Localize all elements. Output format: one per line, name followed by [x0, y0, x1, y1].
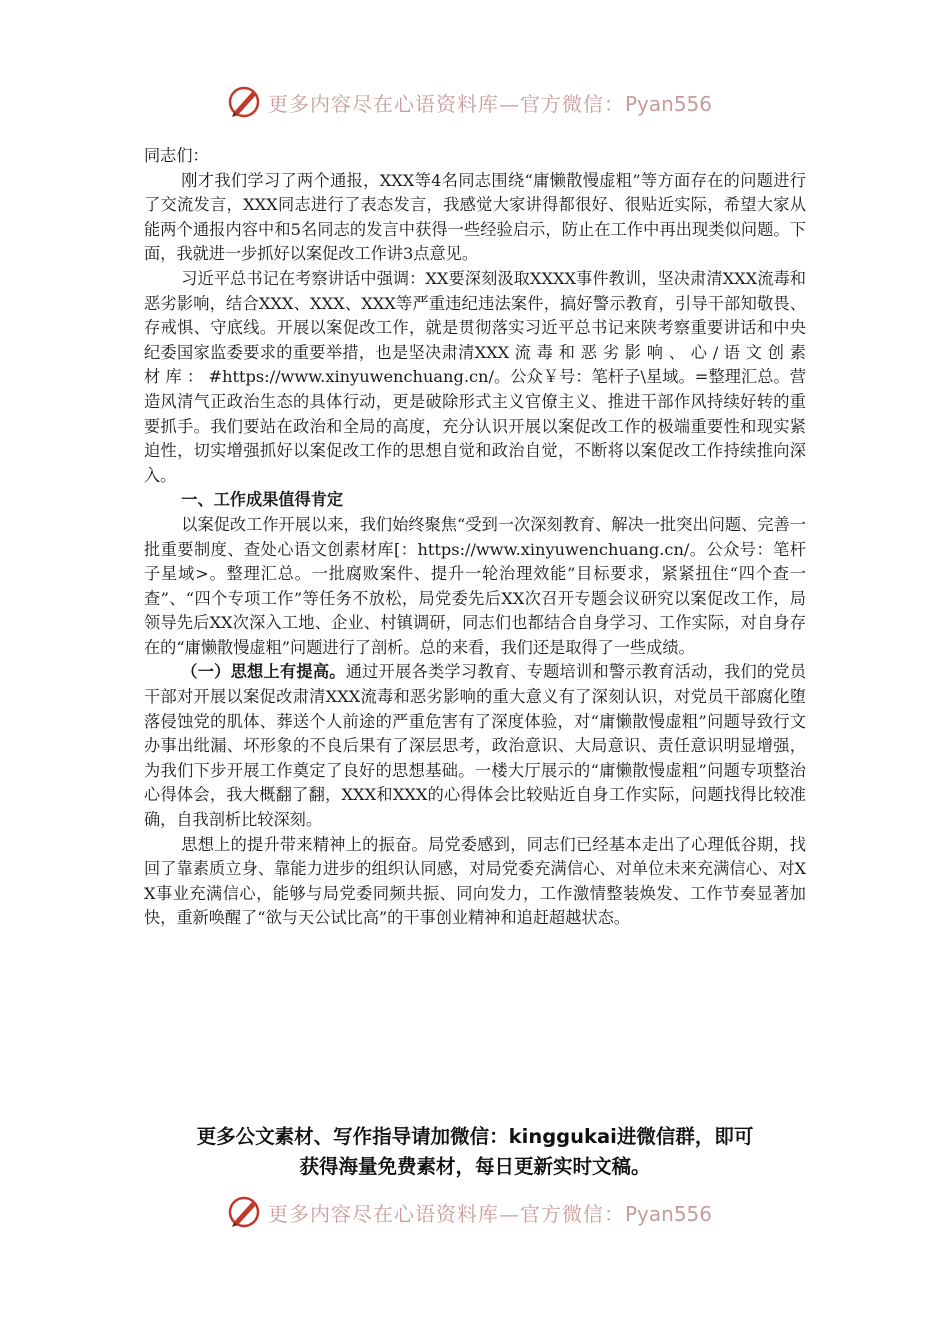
header-wechat-id: Pyan556 — [625, 91, 713, 116]
subsection-1 — [144, 660, 806, 832]
footer-banner-text: 更多内容尽在心语资料库—官方微信：Pyan556 — [268, 1201, 713, 1226]
closing-paragraph: 思想上的提升带来精神上的振奋。局党委感到，同志们已经基本走出了心理低谷期，找回了靠素质立身、靠能力进步的组织认同感，对局党委充满信心、对单位未来充满信心、对XX事业充满信心，能够与局党委同频共振、同向发力，工作激情整装焕发、工作节奏显著加快，重新唤醒了“欲与天公试比高”的干事创业精神和追赶超越状态。 — [144, 834, 806, 928]
header-banner — [226, 80, 746, 124]
header-banner-text: 更多内容尽在心语资料库—官方微信：Pyan556 — [268, 91, 713, 116]
promo-line-1: 更多公文素材、写作指导请加微信：kinggukai进微信群，即可 — [196, 1125, 754, 1148]
subsection-1-text: 通过开展各类学习教育、专题培训和警示教育活动，我们的党员干部对开展以案促改肃清XXX流毒和恶劣影响的重大意义有了深刻认识，对党员干部腐化堕落侵蚀党的肌体、葬送个人前途的严重危害有了深度体验，对“庸懒散慢虚粗”问题导致行文办事出纰漏、坏形象的不良后果有了深层思考，政治意识、大局意识、责任意识明显增强，为我们下步开展工作奠定了良好的思想基础。一楼大厅展示的“庸懒散慢虚粗”问题专项整治心得体会，我大概翻了翻，XXX和XXX的心得体会比较贴近自身工作实际，问题找得比较准确，自我剖析比较深刻。 — [144, 662, 807, 830]
footer-banner — [226, 1190, 746, 1234]
paragraph-2: 习近平总书记在考察讲话中强调：XX要深刻汲取XXXX事件教训，坚决肃清XXX流毒和恶劣影响，结合XXX、XXX、XXX等严重违纪违法案件，搞好警示教育，引导干部知敬畏、存戒惧、守底线。开展以案促改工作，就是贯彻落实习近平总书记来陕考察重要讲话和中央纪委国家监委要求的重要举措，也是坚决肃清XXX 流 毒 和 恶 劣 影 响 、 心 / 语 文 创 素 材 库 ： #https://www.xinyuwenchuang.cn/。公众￥号：笔杆子\星域。=整理汇总。营造风清气正政治生态的具体行动，更是破除形式主义官僚主义、推进干部作风持续好转的重要抓手。我们要站在政治和全局的高度，充分认识开展以案促改工作的极端重要性和现实紧迫性，切实增强抓好以案促改工作的思想自觉和政治自觉，不断将以案促改工作持续推向深入。 — [144, 268, 806, 485]
section-1-paragraph: 以案促改工作开展以来，我们始终聚焦“受到一次深刻教育、解决一批突出问题、完善一批重要制度、查处心语文创素材库[：https://www.xinyuwenchuang.cn/。公众号：笔杆子星域>。整理汇总。一批腐败案件、提升一轮治理效能”目标要求，紧紧扭住“四个查一查”、“四个专项工作”等任务不放松，局党委先后XX次召开专题会议研究以案促改工作，局领导先后XX次深入工地、企业、村镇调研，同志们也都结合自身学习、工作实际，对自身存在的“庸懒散慢虚粗”问题进行了剖析。总的来看，我们还是取得了一些成绩。 — [144, 514, 806, 657]
paragraph-1: 刚才我们学习了两个通报，XXX等4名同志围绕“庸懒散慢虚粗”等方面存在的问题进行了交流发言，XXX同志进行了表态发言，我感觉大家讲得都很好、很贴近实际，希望大家从能两个通报内容中和5名同志的发言中获得一些经验启示，防止在工作中再出现类似问题。下面，我就进一步抓好以案促改工作讲3点意见。 — [144, 170, 806, 264]
pen-logo-icon — [226, 84, 262, 120]
promo-notice — [130, 1122, 820, 1182]
promo-line-2: 获得海量免费素材，每日更新实时文稿。 — [299, 1155, 651, 1178]
section-1-heading — [144, 488, 806, 513]
pen-logo-icon — [226, 1194, 262, 1230]
footer-wechat-id: Pyan556 — [625, 1201, 713, 1226]
subsection-1-heading: （一）思想上有提高。 — [181, 662, 346, 682]
document-body — [144, 144, 806, 931]
salutation: 同志们： — [144, 146, 209, 165]
section-1-heading-text: 一、工作成果值得肯定 — [181, 490, 344, 510]
